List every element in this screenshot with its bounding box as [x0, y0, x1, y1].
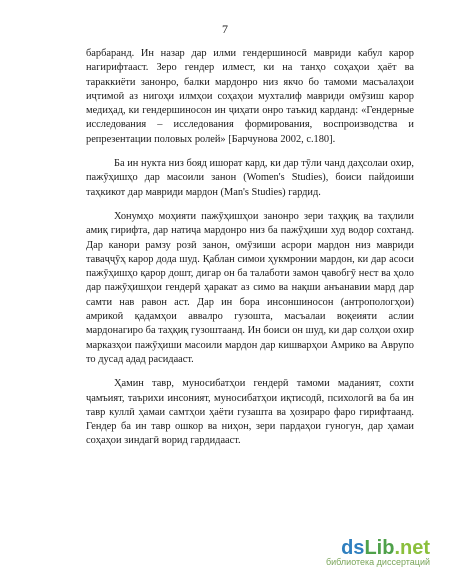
paragraph-2: Ба ин нукта низ бояд ишорат кард, ки дар тӯли чанд даҳсолаи охир, пажӯҳишҳо дар масоили занон (Women's Studies), боиси пайдоиши таҳкикот дар мавриди мардон (Man's Studies) гардид.: [86, 158, 414, 198]
dslib-logo: [310, 537, 430, 559]
logo-net: .net: [394, 537, 430, 559]
logo-ds: ds: [341, 537, 365, 559]
document-body: [86, 47, 414, 449]
paragraph-3: Хонумҳо моҳияти пажӯҳишҳои занонро зери таҳқиқ ва таҳлили амиқ гирифта, дар натиҷа мардонро низ ба пажӯҳиши худ водор сохтанд. Дар канори рамзу розӣ занон, омӯзиши асрори мардон низ мавриди таваҷҷӯҳ карор дода шуд. Қаблан симои ҳукмронии мардон, ки дар асоси пажӯҳишҳо қарор дошт, дигар он ба талаботи замон ҷавобгӯ нест ва ҳоло дар пажӯҳишҳои гендерӣ ҳаракат аз симо ва нақши анъанавии мард дар самти нав равон аст. Дар ин бора инсоншиносон (антропологҳои) амрикоӣ қадамҳои аввалро гузошта, масъалаи воқеияти аслии мардонагиро ба таҳқиқ гузоштаанд. Ин боиси он шуд, ки дар солҳои охир марказҳои пажӯҳиши масоили мардон дар кишварҳои Амрико ва Аврупо то дусад адад расидааст.: [86, 210, 414, 365]
page-number: 7: [222, 22, 228, 36]
watermark-subtitle: библиотека диссертаций: [325, 557, 430, 567]
paragraph-4: Ҳамин тавр, муносибатҳои гендерӣ тамоми маданият, сохти ҷамъият, таърихи инсоният, муносибатҳои иқтисодӣ, психологӣ ва ба ин тавр куллӣ ҳамаи самтҳои ҳаёти гузашта ва ҳозираро фаро гирифтаанд. Гендер ба ин тавр ошкор ва ниҳон, зери пардаҳои гуногун, дар ҳамаи соҳаҳои зиндагӣ ворид гардидааст.: [86, 378, 414, 447]
logo-lib: Lib: [364, 537, 395, 559]
paragraph-1: барбаранд. Ин назар дар илми гендершиносӣ мавриди кабул карор нагирифтааст. Зеро гендер илмест, ки на танҳо соҳаҳои ҳаёт ва тараккиёти занонро, балки мардонро низ якчо бо тамоми масъалаҳои иҷтимоӣ аз нигоҳи илмҳои соҳаҳои мухталиф мавриди омӯзиш карор медиҳад, ки гендершиносон ин ҷиҳати онро таъкид карданд: «Гендерные исследования – исследования формирования, воспроизводства и репрезентации половых ролей» [Барчунова 2002, с.180].: [86, 48, 414, 145]
dslib-watermark: [310, 537, 430, 567]
